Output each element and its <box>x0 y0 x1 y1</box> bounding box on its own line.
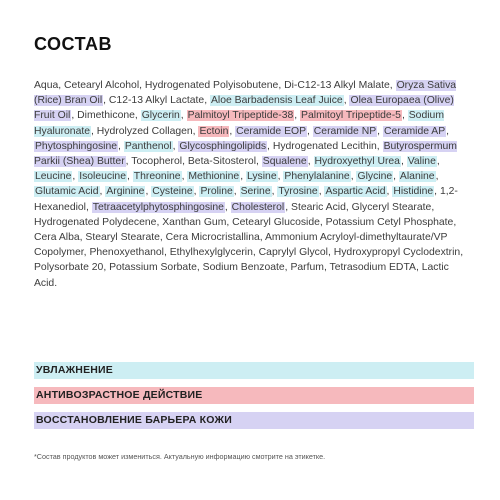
ingredient-text: , <box>307 125 313 137</box>
ingredient-highlight-blue: Lysine <box>246 171 277 183</box>
ingredient-text: , <box>386 186 393 198</box>
ingredient-highlight-blue: Proline <box>200 186 233 198</box>
ingredient-highlight-purple: Ceramide AP <box>383 125 446 137</box>
ingredient-text: , <box>240 171 246 183</box>
legend-anti-aging: АНТИВОЗРАСТНОЕ ДЕЙСТВИЕ <box>34 387 474 404</box>
ingredient-text: , <box>343 95 350 107</box>
ingredient-text: , <box>271 186 278 198</box>
ingredient-text: , <box>224 201 231 213</box>
ingredient-highlight-blue: Serine <box>240 186 271 198</box>
ingredient-text: , C12-13 Alkyl Lactate, <box>103 95 210 107</box>
ingredient-highlight-purple: Olea Europaea (Olive) Fruit Oil <box>34 95 454 122</box>
ingredient-highlight-purple: Tetraacetylphytosphingosine <box>92 201 224 213</box>
ingredient-highlight-blue: Isoleucine <box>79 171 126 183</box>
ingredient-text: , <box>126 171 133 183</box>
ingredient-highlight-purple: Cholesterol <box>231 201 285 213</box>
ingredient-text: , <box>350 171 357 183</box>
ingredient-text: , <box>180 110 187 122</box>
ingredient-text: , <box>436 156 440 168</box>
legend-barrier-restore: ВОССТАНОВЛЕНИЕ БАРЬЕРА КОЖИ <box>34 412 474 429</box>
ingredient-highlight-blue: Histidine <box>393 186 434 198</box>
ingredient-highlight-blue: Threonine <box>133 171 181 183</box>
ingredient-text: , 1,2-Hexanediol, <box>34 186 458 213</box>
ingredient-highlight-red: Palmitoyl Tripeptide-5 <box>301 110 401 122</box>
ingredient-text: , <box>377 125 383 137</box>
ingredient-text: , Hydrolyzed Collagen, <box>91 125 199 137</box>
ingredient-highlight-blue: Aloe Barbadensis Leaf Juice <box>211 95 343 107</box>
ingredient-text: , <box>181 171 188 183</box>
ingredient-highlight-blue: Panthenol <box>124 140 172 152</box>
ingredient-highlight-blue: Tyrosine <box>278 186 318 198</box>
ingredient-highlight-blue: Methionine <box>188 171 240 183</box>
ingredient-text: , <box>193 186 200 198</box>
ingredient-highlight-blue: Glutamic Acid <box>35 186 99 198</box>
ingredient-highlight-blue: Phenylalanine <box>284 171 350 183</box>
ingredient-highlight-purple: Phytosphingosine <box>35 140 118 152</box>
ingredient-highlight-blue: Arginine <box>106 186 145 198</box>
ingredient-text: , <box>118 140 124 152</box>
ingredient-highlight-red: Palmitoyl Tripeptide-38 <box>187 110 294 122</box>
ingredient-highlight-purple: Ceramide NP <box>313 125 377 137</box>
ingredient-highlight-purple: Glycosphingolipids <box>179 140 267 152</box>
ingredient-highlight-purple: Butyrospermum Parkii (Shea) Butter <box>34 140 457 168</box>
ingredient-highlight-purple: Ceramide EOP <box>236 125 307 137</box>
ingredient-text: , <box>400 156 407 168</box>
ingredient-highlight-blue: Sodium Hyaluronate <box>34 110 444 137</box>
ingredient-highlight-blue: Glycine <box>357 171 393 183</box>
ingredient-text: , <box>446 125 450 137</box>
ingredient-highlight-purple: Squalene <box>262 156 307 168</box>
ingredient-highlight-purple: Oryza Sativa (Rice) Bran Oil <box>34 80 457 107</box>
ingredient-highlight-red: Ectoin <box>199 125 229 137</box>
ingredient-text: , Stearic Acid, Glyceryl Stearate, Hydrogenated Polydecene, Xanthan Gum, Cetearyl Glucoside, Potassium Cetyl Phosphate, Cera Alba, Stearyl Stearate, Cera Microcristallina, Ammonium Acryloyl-dimethyltaurate/VP Copolymer, Phenoxyethanol, Ethylhexylglycerin, Caprylyl Glycol, Hydroxypropyl Cyclodextrin, Polysorbate 20, Potassium Sorbate, Sodium Benzoate, Parfum, Tetrasodium EDTA, Lactic Acid. <box>34 201 464 289</box>
ingredient-text: , <box>294 110 301 122</box>
page-title: СОСТАВ <box>34 34 112 54</box>
ingredient-text: , Dimethicone, <box>71 110 141 122</box>
ingredient-text: , <box>307 156 314 168</box>
ingredient-highlight-blue: Cysteine <box>152 186 193 198</box>
ingredient-text: , <box>72 171 79 183</box>
ingredient-text: , <box>172 140 179 152</box>
ingredient-text: , <box>145 186 152 198</box>
ingredient-text: , <box>318 186 325 198</box>
ingredient-highlight-blue: Aspartic Acid <box>325 186 386 198</box>
ingredient-highlight-blue: Glycerin <box>141 110 180 122</box>
footnote: *Состав продуктов может измениться. Актуальную информацию смотрите на этикетке. <box>34 452 326 461</box>
ingredient-highlight-blue: Leucine <box>35 171 72 183</box>
ingredient-text: , <box>277 171 284 183</box>
ingredient-highlight-blue: Valine <box>407 156 436 168</box>
ingredient-highlight-blue: Hydroxyethyl Urea <box>314 156 400 168</box>
ingredient-text: Aqua, Cetearyl Alcohol, Hydrogenated Polyisobutene, Di-C12-13 Alkyl Malate, <box>34 80 396 91</box>
ingredient-highlight-blue: Alanine <box>399 171 435 183</box>
ingredient-text: , <box>233 186 240 198</box>
ingredients-list <box>34 78 474 291</box>
ingredient-text: , <box>435 171 439 183</box>
ingredient-text: , Hydrogenated Lecithin, <box>267 140 383 152</box>
ingredient-text: , <box>229 125 236 137</box>
ingredient-text: , Tocopherol, Beta-Sitosterol, <box>125 156 262 168</box>
ingredient-text: , <box>393 171 399 183</box>
legend-moisturizing: УВЛАЖНЕНИЕ <box>34 362 474 379</box>
ingredient-text: , <box>401 110 408 122</box>
ingredient-text: , <box>99 186 106 198</box>
